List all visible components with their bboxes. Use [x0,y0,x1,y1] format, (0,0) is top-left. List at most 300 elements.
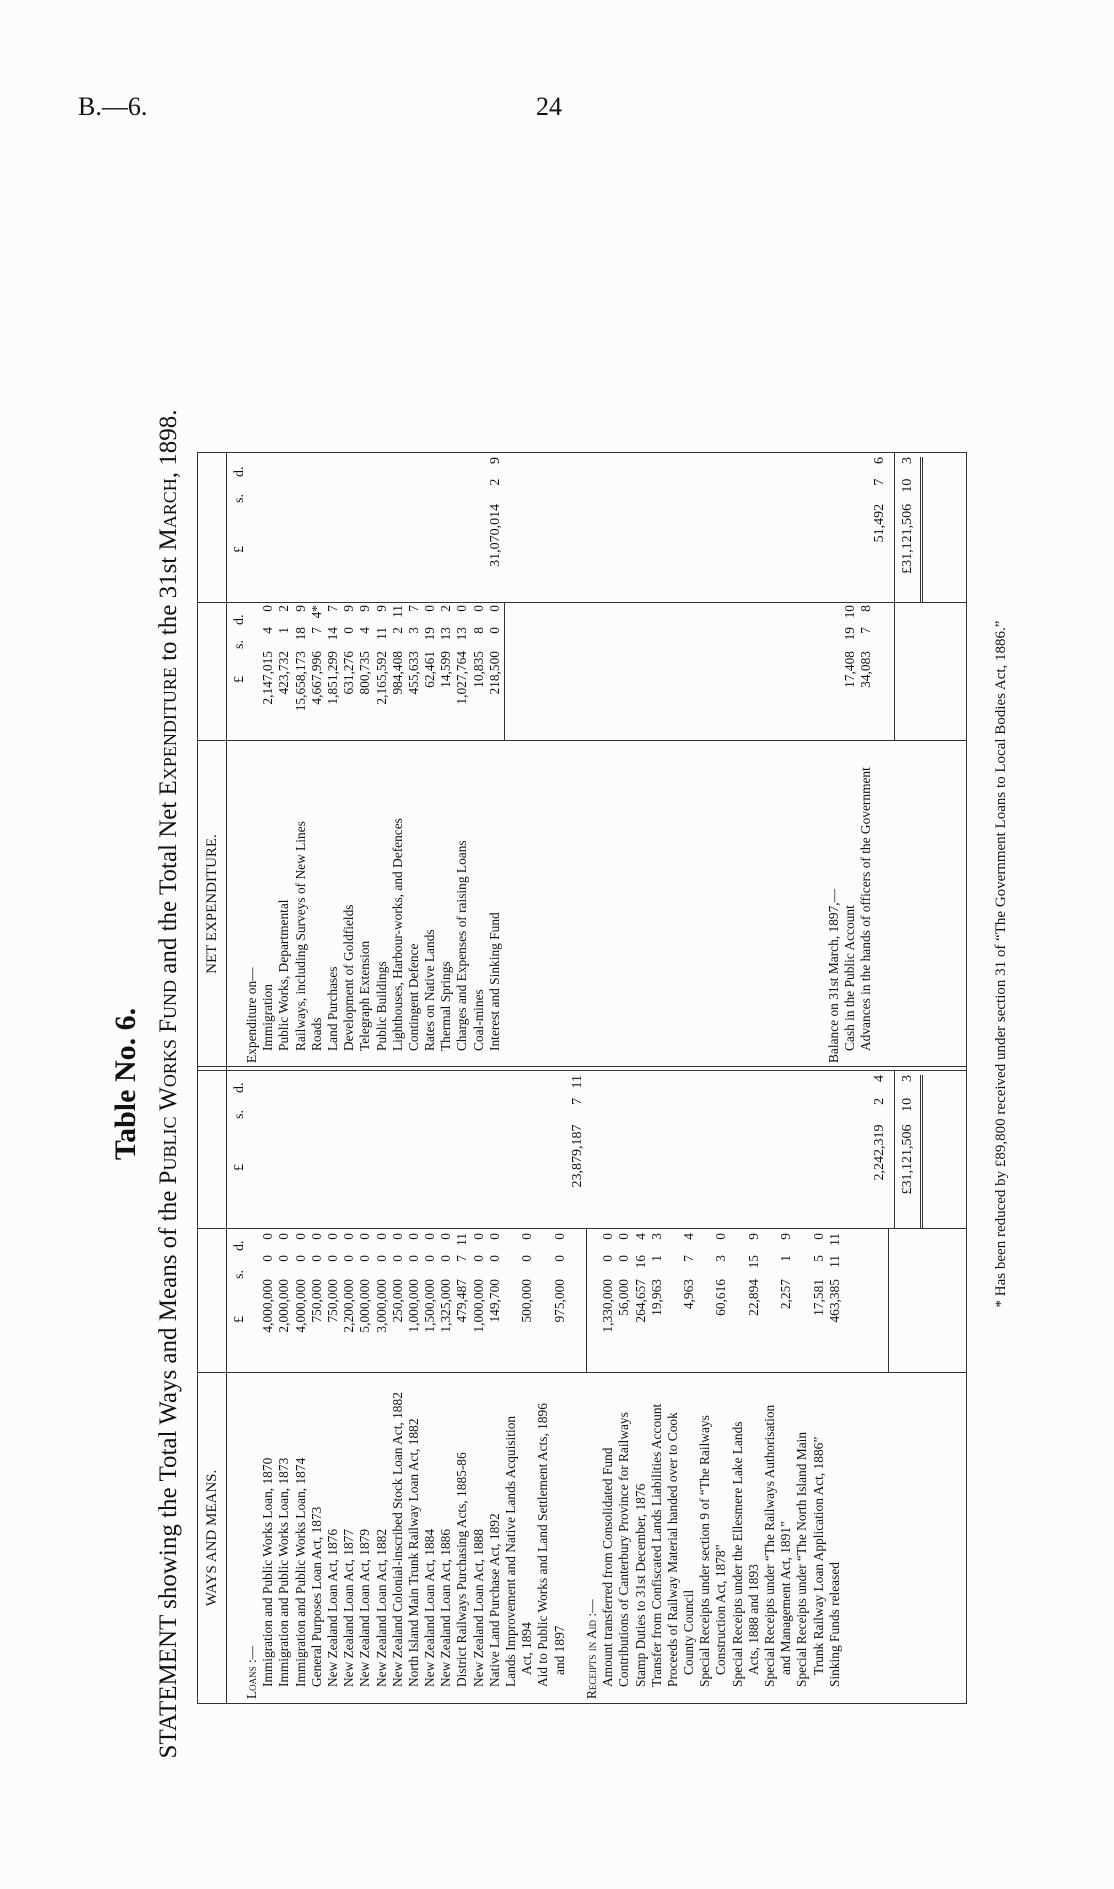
expenditure-header: NET EXPENDITURE. [204,834,220,974]
pounds-value [503,1279,519,1369]
row-amount [374,1233,390,1373]
row-label: New Zealand Loan Act, 1877 [341,1528,357,1687]
table-number: Table No. 6. [109,1007,142,1161]
row-amount [406,1233,422,1373]
row-amount [390,1233,406,1373]
table-row [406,745,422,1063]
row-label: Railways, including Surveys of New Lines [292,821,308,1051]
row-amount [260,1233,276,1373]
pounds-value [665,1279,681,1369]
loans-title: Loans :— [244,1645,259,1699]
shillings-value: 3 [713,1255,729,1262]
shillings-value: 3 [405,627,421,634]
pounds-value: 975,000 [551,1279,567,1323]
shillings-value [762,1255,778,1279]
shillings-value: 0 [276,1255,292,1262]
row-amount [438,1233,454,1373]
table-row [374,1377,390,1699]
pence-value: 3 [648,1233,664,1240]
shillings-value: 0 [486,627,502,634]
row-label: New Zealand Loan Act, 1886 [438,1528,454,1687]
row-label: Charges and Expenses of raising Loans [454,840,470,1051]
rule [586,1229,587,1373]
balance-amounts [826,605,875,741]
row-label: Proceeds of Railway Material handed over to Cook [664,1412,680,1687]
row-amount [535,1233,551,1373]
shillings-value: 0 [341,627,357,634]
row-label: Acts, 1888 and 1893 [745,1564,761,1675]
ways-grand-total: £31,121,506 10 3 [900,1075,923,1229]
shillings-value: 13 [438,627,454,641]
table-row [357,745,373,1063]
row-label: and 1897 [551,1625,567,1675]
row-label: Cash in the Public Account [842,905,858,1051]
pounds-value: 5,000,000 [357,1279,373,1333]
shillings-value: 0 [600,1255,616,1262]
pounds-value: 500,000 [519,1279,535,1323]
row-label: New Zealand Colonial-inscribed Stock Loan Act, 1882 [389,1392,405,1687]
table-row [600,1377,616,1699]
row-label: Act, 1894 [519,1622,535,1675]
pounds-value: 2,200,000 [341,1279,357,1333]
pounds-value: 4,000,000 [292,1279,308,1333]
row-label: Amount transferred from Consolidated Fund [600,1447,616,1687]
table-row [309,745,325,1063]
pounds-value: 264,657 [632,1279,648,1323]
row-amount [422,1233,438,1373]
table-row [454,745,470,1063]
shillings-value: 2 [389,627,405,634]
pounds-value: 3,000,000 [373,1279,389,1333]
pounds-value: 34,083 [858,651,874,688]
table-row [649,1377,665,1699]
table-row [633,1377,649,1699]
pounds-value: 2,147,015 [260,651,276,705]
table-row [422,745,438,1063]
shillings-label: s. [232,1110,247,1119]
pence-value: 0 [470,605,486,612]
table-row [471,1377,487,1699]
table-row [616,1377,632,1699]
expenditure-grand-total: £31,121,506 10 3 [900,457,923,603]
pence-value: 7 [324,605,340,612]
shillings-value [503,1255,519,1279]
table-row [438,1377,454,1699]
pounds-value: 15,658,173 [292,651,308,712]
loans-total: 23,879,187 7 11 [570,1075,585,1188]
pounds-value: 750,000 [308,1279,324,1323]
shillings-value: 0 [341,1255,357,1262]
shillings-value [730,1255,746,1279]
shillings-value: 7 [454,1255,470,1262]
table-row [665,1377,681,1699]
table-row [730,1377,746,1699]
row-amount [309,1233,325,1373]
row-amount [454,605,470,741]
pence-value: 2 [276,605,292,612]
row-label: New Zealand Loan Act, 1882 [373,1528,389,1687]
row-label: North Island Main Trunk Railway Loan Act, 1882 [405,1418,421,1687]
row-amount [341,1233,357,1373]
table-row [374,745,390,1063]
shillings-value: 1 [648,1255,664,1262]
rule [888,1229,889,1373]
row-amount [276,1233,292,1373]
table-row [454,1377,470,1699]
row-label: Rates on Native Lands [422,929,438,1051]
row-amount [600,1233,616,1373]
receipts-total: 2,242,319 2 4 [872,1075,887,1181]
row-label: Contributions of Canterbury Province for Railways [616,1412,632,1687]
pounds-value: 19,963 [648,1279,664,1316]
pence-value: 11 [454,1233,470,1246]
row-amount [357,605,373,741]
table-row [535,1377,551,1699]
row-amount [487,1233,503,1373]
row-amount [794,1233,810,1373]
row-amount [811,1233,827,1373]
row-label: Trunk Railway Loan Application Act, 1886” [810,1436,826,1675]
pence-value: 0 [324,1233,340,1240]
row-label: Transfer from Confiscated Lands Liabilities Account [648,1403,664,1687]
row-amount [649,1233,665,1373]
row-amount [827,1233,843,1373]
row-amount [260,605,276,741]
pounds-value [730,1279,746,1369]
table-row [778,1377,794,1699]
shillings-value: 18 [292,627,308,641]
statement-title: STATEMENT showing the Total Ways and Means of the Public Works Fund and the Total Net Expenditure to the 31st March, 1898. [155,409,182,1759]
shillings-value: 0 [373,1255,389,1262]
pence-value: 0 [486,605,502,612]
pounds-value: 62,461 [422,651,438,688]
pounds-value: 4,667,996 [308,651,324,705]
table-row [293,1377,309,1699]
expenditure-title: Expenditure on— [244,967,259,1063]
pounds-value: 1,330,000 [600,1279,616,1333]
shillings-label: s. [232,494,247,503]
shillings-value: 0 [405,1255,421,1262]
pounds-value [697,1279,713,1369]
divider [198,1066,966,1067]
pence-value: 0 [519,1233,535,1240]
row-amount [633,1233,649,1373]
table-row [325,1377,341,1699]
table-row [519,1377,535,1699]
pence-label: d. [232,1082,247,1093]
row-amount [325,1233,341,1373]
pounds-value: 149,700 [486,1279,502,1323]
table-row [762,1377,778,1699]
shillings-value: 0 [357,1255,373,1262]
pence-label: d. [232,466,247,477]
pence-value: 4 [681,1233,697,1240]
row-amount [454,1233,470,1373]
pence-value [697,1233,713,1255]
pence-value: 0 [260,605,276,612]
shillings-label: s. [232,1270,247,1279]
pence-value: 11 [826,1233,842,1246]
shillings-value: 0 [389,1255,405,1262]
pound-label: £ [232,1164,247,1171]
pounds-value: 60,616 [713,1279,729,1316]
shillings-value: 11 [373,627,389,640]
row-label: Contingent Defence [405,943,421,1051]
divider [198,602,966,603]
table-row [422,1377,438,1699]
shillings-value: 0 [422,1255,438,1262]
pence-value: 9 [745,1233,761,1240]
row-label: General Purposes Loan Act, 1873 [308,1506,324,1687]
row-label: New Zealand Loan Act, 1888 [470,1528,486,1687]
pounds-value: 218,500 [486,651,502,695]
row-label: New Zealand Loan Act, 1879 [357,1528,373,1687]
table-row [811,1377,827,1699]
pence-value [665,1233,681,1255]
table-row [341,745,357,1063]
footnote: * Has been reduced by £89,800 received under section 31 of “The Government Loans to Local Bodies Act, 1886.” [993,620,1009,1308]
row-amount [325,605,341,741]
pence-value: 4* [308,605,324,619]
row-amount [341,605,357,741]
row-amount [357,1233,373,1373]
table-row [309,1377,325,1699]
row-label: Lighthouses, Harbour-works, and Defences [389,818,405,1051]
row-label: Special Receipts under the Ellesmere Lake Lands [729,1421,745,1687]
table-row [293,745,309,1063]
pounds-value: 455,633 [405,651,421,695]
row-label: Development of Goldfields [341,904,357,1051]
pounds-value: 479,487 [454,1279,470,1323]
table-row [260,745,276,1063]
shillings-value: 19 [842,627,858,641]
row-label: and Management Act, 1891” [778,1521,794,1675]
row-amount [730,1233,746,1373]
pence-value: 0 [373,1233,389,1240]
rotated-table-area [47,24,1047,1864]
row-amount [681,1233,697,1373]
row-amount [422,605,438,741]
row-label: Sinking Funds released [826,1562,842,1687]
shillings-value: 0 [616,1255,632,1262]
shillings-value: 1 [778,1255,794,1262]
pounds-value: 250,000 [389,1279,405,1323]
table-row [681,1377,697,1699]
row-label: Public Works, Departmental [276,899,292,1051]
pence-value: 0 [713,1233,729,1240]
ways-list [244,1377,843,1699]
shillings-value: 7 [858,627,874,634]
row-label: Public Buildings [373,961,389,1051]
row-amount [309,605,325,741]
pence-value: 0 [810,1233,826,1240]
row-label: New Zealand Loan Act, 1876 [324,1528,340,1687]
balance-total: 51,492 7 6 [872,457,887,543]
shillings-value: 0 [519,1255,535,1262]
row-amount [697,1233,713,1373]
page-code: B.—6. [78,92,148,121]
table-row [503,1377,519,1699]
row-amount [390,605,406,741]
pence-value: 11 [389,605,405,618]
row-label: Telegraph Extension [357,940,373,1051]
pence-value: 0 [276,1233,292,1240]
row-label: District Railways Purchasing Acts, 1885-86 [454,1452,470,1687]
pence-value: 0 [454,605,470,612]
rule [894,1071,895,1229]
pounds-value: 17,581 [810,1279,826,1316]
table-row [697,1377,713,1699]
row-amount [842,605,858,741]
shillings-value: 0 [551,1255,567,1262]
pence-label: d. [232,1240,247,1251]
pence-value: 10 [842,605,858,619]
ways-amounts [244,1233,843,1373]
table-row [858,745,874,1063]
pounds-value: 463,385 [826,1279,842,1323]
pounds-value: 17,408 [842,651,858,688]
pence-value: 9 [373,605,389,612]
header-rule [226,453,227,1703]
table-row [842,745,858,1063]
row-label: New Zealand Loan Act, 1884 [422,1528,438,1687]
pounds-value: 423,732 [276,651,292,695]
table-row [552,1377,568,1699]
pence-value: 9 [778,1233,794,1240]
shillings-value: 0 [292,1255,308,1262]
page-number: 24 [536,92,562,121]
shillings-value [697,1255,713,1279]
pence-value: 7 [405,605,421,612]
pounds-value: 56,000 [616,1279,632,1316]
table-row [390,1377,406,1699]
pounds-value: 2,165,592 [373,651,389,705]
row-label: Special Receipts under section 9 of “The Railways [697,1415,713,1687]
row-label: Special Receipts under “The North Island Main [794,1431,810,1687]
table-row [471,745,487,1063]
table-row [341,1377,357,1699]
pounds-value: 4,963 [681,1279,697,1310]
table-row [438,745,454,1063]
shillings-value: 15 [745,1255,761,1269]
pence-value [535,1233,551,1255]
pounds-value: 1,000,000 [470,1279,486,1333]
pence-value: 0 [357,1233,373,1240]
balance-list [826,745,875,1063]
row-amount [471,605,487,741]
shillings-value: 4 [357,627,373,634]
pence-label: d. [232,614,247,625]
row-label: Interest and Sinking Fund [486,912,502,1051]
row-label: Land Purchases [324,966,340,1051]
shillings-value: 4 [260,627,276,634]
table-row [487,745,503,1063]
pounds-value [762,1279,778,1369]
shillings-value: 0 [438,1255,454,1262]
table-row [794,1377,810,1699]
expenditure-amounts [244,605,503,741]
pence-value [730,1233,746,1255]
table-row [390,745,406,1063]
pounds-value: 1,500,000 [422,1279,438,1333]
row-label: Construction Act, 1878” [713,1544,729,1675]
shillings-value: 0 [470,1255,486,1262]
row-amount [713,1233,729,1373]
shillings-value: 0 [486,1255,502,1262]
row-amount [858,605,874,741]
table-row [276,1377,292,1699]
pounds-value: 4,000,000 [260,1279,276,1333]
row-amount [487,605,503,741]
table-row [260,1377,276,1699]
row-label: Lands Improvement and Native Lands Acquisition [503,1415,518,1687]
row-amount [778,1233,794,1373]
expenditure-total: 31,070,014 2 9 [488,457,503,567]
pence-value: 9 [341,605,357,612]
row-amount [552,1233,568,1373]
table-row [827,1377,843,1699]
pence-value: 0 [600,1233,616,1240]
row-label: Native Land Purchase Act, 1892 [486,1513,502,1687]
row-label: County Council [681,1589,697,1675]
pounds-value: 1,000,000 [405,1279,421,1333]
row-label: Stamp Duties to 31st December, 1876 [632,1483,648,1687]
pounds-value: 631,276 [341,651,357,695]
pounds-value: 1,851,299 [324,651,340,705]
row-label: Immigration [260,984,276,1051]
expenditure-list [244,745,503,1063]
row-amount [746,1233,762,1373]
shillings-value: 5 [810,1255,826,1262]
pounds-value: 22,894 [745,1279,761,1316]
row-label: Immigration and Public Works Loan, 1873 [276,1457,292,1687]
row-amount [616,1233,632,1373]
row-label: Special Receipts under “The Railways Authorisation [762,1404,777,1687]
row-amount [406,605,422,741]
statement-table [197,452,967,1704]
row-label: Coal-mines [470,989,486,1051]
pence-value [503,1233,519,1255]
divider [198,1070,966,1071]
pence-value: 2 [438,605,454,612]
row-label: Immigration and Public Works Loan, 1870 [260,1457,276,1687]
row-amount [293,605,309,741]
pence-value: 0 [486,1233,502,1240]
pounds-value: 1,027,764 [454,651,470,705]
shillings-value: 0 [260,1255,276,1262]
pence-value: 0 [389,1233,405,1240]
row-amount [471,1233,487,1373]
table-row [325,745,341,1063]
pounds-value: 14,599 [438,651,454,688]
table-row [357,1377,373,1699]
pence-value: 0 [292,1233,308,1240]
shillings-value: 16 [632,1255,648,1269]
pound-label: £ [232,676,247,683]
pounds-value: 800,735 [357,651,373,695]
shillings-value [665,1255,681,1279]
pence-value: 0 [438,1233,454,1240]
pence-value: 0 [470,1233,486,1240]
shillings-value: 0 [324,1255,340,1262]
receipts-title: Receipts in Aid :— [583,1599,599,1699]
pence-value: 0 [260,1233,276,1240]
shillings-value: 14 [324,627,340,641]
table-row [406,1377,422,1699]
row-label: Aid to Public Works and Land Settlement Acts, 1896 [535,1403,551,1687]
table-row [746,1377,762,1699]
pence-value: 0 [551,1233,567,1240]
